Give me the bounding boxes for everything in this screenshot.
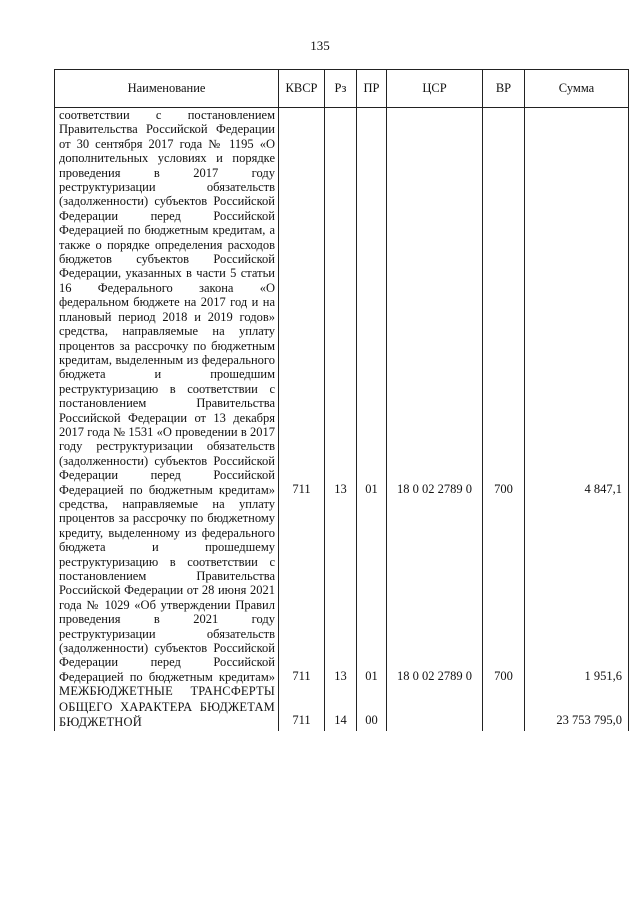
cell-csr: 18 0 02 2789 0 — [387, 497, 483, 684]
cell-rz — [325, 108, 357, 325]
cell-csr: 18 0 02 2789 0 — [387, 324, 483, 497]
cell-vr: 700 — [483, 324, 525, 497]
header-vr: ВР — [483, 70, 525, 108]
cell-name: соответствии с постановлением Правительства Российской Федерации от 30 сентября 2017 года № 1195 «О дополнительных условиях и порядке проведения в 2017 году реструктуризации обязательств (задолженности) субъектов Российской Федерации перед Российской Федерацией по бюджетным кредитам, а также о порядке определения расходов бюджетов субъектов Российской Федерации, указанных в части 5 статьи 16 Федерального закона «О федеральном бюджете на 2017 год и на плановый период 2018 и 2019 годов» — [55, 108, 279, 325]
table-header-row — [55, 70, 629, 108]
cell-pr: 01 — [357, 324, 387, 497]
header-pr: ПР — [357, 70, 387, 108]
cell-vr: 700 — [483, 497, 525, 684]
cell-pr — [357, 108, 387, 325]
cell-kvsr: 711 — [279, 497, 325, 684]
cell-vr — [483, 684, 525, 731]
cell-csr — [387, 684, 483, 731]
cell-kvsr: 711 — [279, 324, 325, 497]
cell-rz: 14 — [325, 684, 357, 731]
cell-name: средства, направляемые на уплату процентов за рассрочку по бюджетному кредиту, выделенному из федерального бюджета и прошедшему реструктуризацию в соответствии с постановлением Правительства Российской Федерации от 28 июня 2021 года № 1029 «Об утверждении Правил проведения в 2021 году реструктуризации обязательств (задолженности) субъектов Российской Федерации перед Российской Федерацией по бюджетным кредитам» — [55, 497, 279, 684]
cell-sum: 1 951,6 — [525, 497, 629, 684]
cell-pr: 01 — [357, 497, 387, 684]
header-name: Наименование — [55, 70, 279, 108]
header-rz: Рз — [325, 70, 357, 108]
table-row — [55, 497, 629, 684]
table-row — [55, 684, 629, 731]
header-csr: ЦСР — [387, 70, 483, 108]
cell-rz: 13 — [325, 497, 357, 684]
budget-table — [54, 69, 629, 731]
cell-name: средства, направляемые на уплату процентов за рассрочку по бюджетным кредитам, выделенным из федерального бюджета и прошедшим реструктуризацию в соответствии с постановлением Правительства Российской Федерации от 13 декабря 2017 года № 1531 «О проведении в 2017 году реструктуризации обязательств (задолженности) субъектов Российской Федерации перед Российской Федерацией по бюджетным кредитам» — [55, 324, 279, 497]
cell-name: МЕЖБЮДЖЕТНЫЕ ТРАНСФЕРТЫ ОБЩЕГО ХАРАКТЕРА БЮДЖЕТАМ БЮДЖЕТНОЙ — [55, 684, 279, 731]
table-row — [55, 324, 629, 497]
cell-rz: 13 — [325, 324, 357, 497]
table-row — [55, 108, 629, 325]
header-kvsr: КВСР — [279, 70, 325, 108]
page-number: 135 — [310, 38, 330, 53]
cell-sum — [525, 108, 629, 325]
cell-csr — [387, 108, 483, 325]
cell-sum: 4 847,1 — [525, 324, 629, 497]
cell-sum: 23 753 795,0 — [525, 684, 629, 731]
cell-kvsr: 711 — [279, 684, 325, 731]
cell-kvsr — [279, 108, 325, 325]
cell-pr: 00 — [357, 684, 387, 731]
cell-vr — [483, 108, 525, 325]
header-sum: Сумма — [525, 70, 629, 108]
